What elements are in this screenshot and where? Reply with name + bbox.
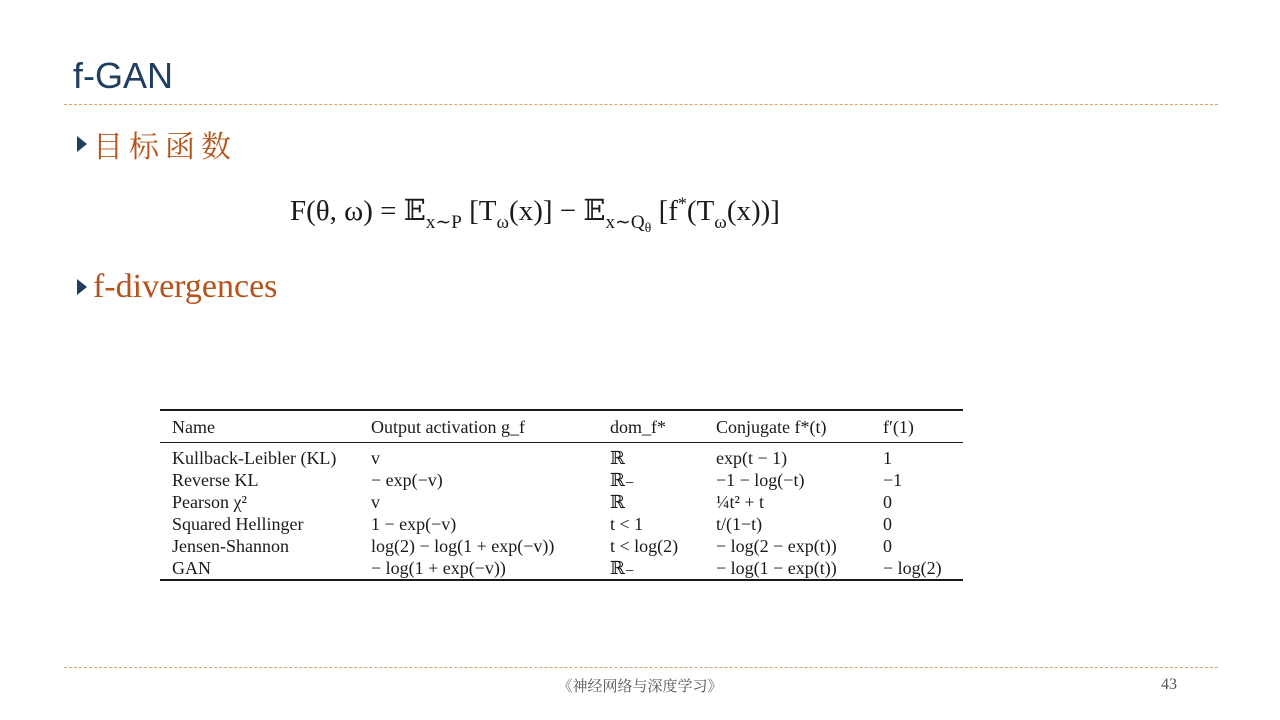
cell-conjugate: ¼t² + t bbox=[716, 492, 765, 512]
cell-activation: − exp(−v) bbox=[371, 470, 443, 490]
cell-name: Pearson χ² bbox=[172, 492, 247, 512]
cell-name: Kullback-Leibler (KL) bbox=[172, 448, 337, 468]
cell-domain: t < log(2) bbox=[610, 536, 679, 556]
page-number: 43 bbox=[1161, 676, 1177, 693]
col-header-activation: Output activation g_f bbox=[371, 411, 610, 443]
cell-derivative: 0 bbox=[883, 514, 892, 534]
table-row bbox=[160, 491, 963, 513]
slide-title: f-GAN bbox=[73, 55, 174, 96]
cell-activation: v bbox=[371, 492, 380, 512]
cell-activation: log(2) − log(1 + exp(−v)) bbox=[371, 536, 555, 556]
cell-activation: − log(1 + exp(−v)) bbox=[371, 558, 506, 578]
cell-derivative: 0 bbox=[883, 492, 892, 512]
col-header-conjugate: Conjugate f*(t) bbox=[716, 411, 883, 443]
table-header-row bbox=[160, 411, 963, 443]
cell-domain: t < 1 bbox=[610, 514, 644, 534]
footer-book-title: 《神经网络与深度学习》 bbox=[557, 677, 723, 695]
bullet-triangle-icon bbox=[77, 136, 87, 152]
cell-conjugate: exp(t − 1) bbox=[716, 448, 788, 468]
table-row bbox=[160, 469, 963, 491]
cell-name: Jensen-Shannon bbox=[172, 536, 289, 556]
cell-domain: ℝ₋ bbox=[610, 470, 635, 490]
cell-conjugate: − log(1 − exp(t)) bbox=[716, 558, 837, 578]
table-row bbox=[160, 443, 963, 470]
cell-conjugate: t/(1−t) bbox=[716, 514, 763, 534]
cell-activation: v bbox=[371, 448, 380, 468]
table-row bbox=[160, 535, 963, 557]
table-row bbox=[160, 513, 963, 535]
col-header-derivative: f′(1) bbox=[883, 411, 963, 443]
bullet-triangle-icon bbox=[77, 279, 87, 295]
col-header-name: Name bbox=[160, 411, 371, 443]
top-divider bbox=[64, 104, 1218, 105]
bullet-label: 目标函数 bbox=[93, 130, 237, 165]
divergence-table bbox=[160, 409, 963, 581]
bullet-objective bbox=[77, 122, 237, 166]
bottom-divider bbox=[64, 667, 1218, 668]
cell-derivative: − log(2) bbox=[883, 558, 942, 578]
bullet-label: f-divergences bbox=[93, 268, 278, 305]
bullet-f-divergences bbox=[77, 268, 277, 306]
cell-derivative: −1 bbox=[883, 470, 903, 490]
cell-conjugate: −1 − log(−t) bbox=[716, 470, 805, 490]
cell-derivative: 0 bbox=[883, 536, 892, 556]
table-row bbox=[160, 557, 963, 579]
cell-domain: ℝ bbox=[610, 448, 625, 468]
cell-derivative: 1 bbox=[883, 448, 892, 468]
cell-activation: 1 − exp(−v) bbox=[371, 514, 457, 534]
cell-name: Reverse KL bbox=[172, 470, 259, 490]
col-header-domain: dom_f* bbox=[610, 411, 716, 443]
cell-domain: ℝ₋ bbox=[610, 558, 635, 578]
cell-name: GAN bbox=[172, 558, 211, 578]
objective-formula: F(θ, ω) = 𝔼$_{x\sim P}$ $[T_\omega(x)]$ − 𝔼$_{x\sim Q\theta}$ $[f^*(T_\omega(x))]$ bbox=[290, 193, 780, 236]
cell-domain: ℝ bbox=[610, 492, 625, 512]
cell-conjugate: − log(2 − exp(t)) bbox=[716, 536, 837, 556]
cell-name: Squared Hellinger bbox=[172, 514, 304, 534]
